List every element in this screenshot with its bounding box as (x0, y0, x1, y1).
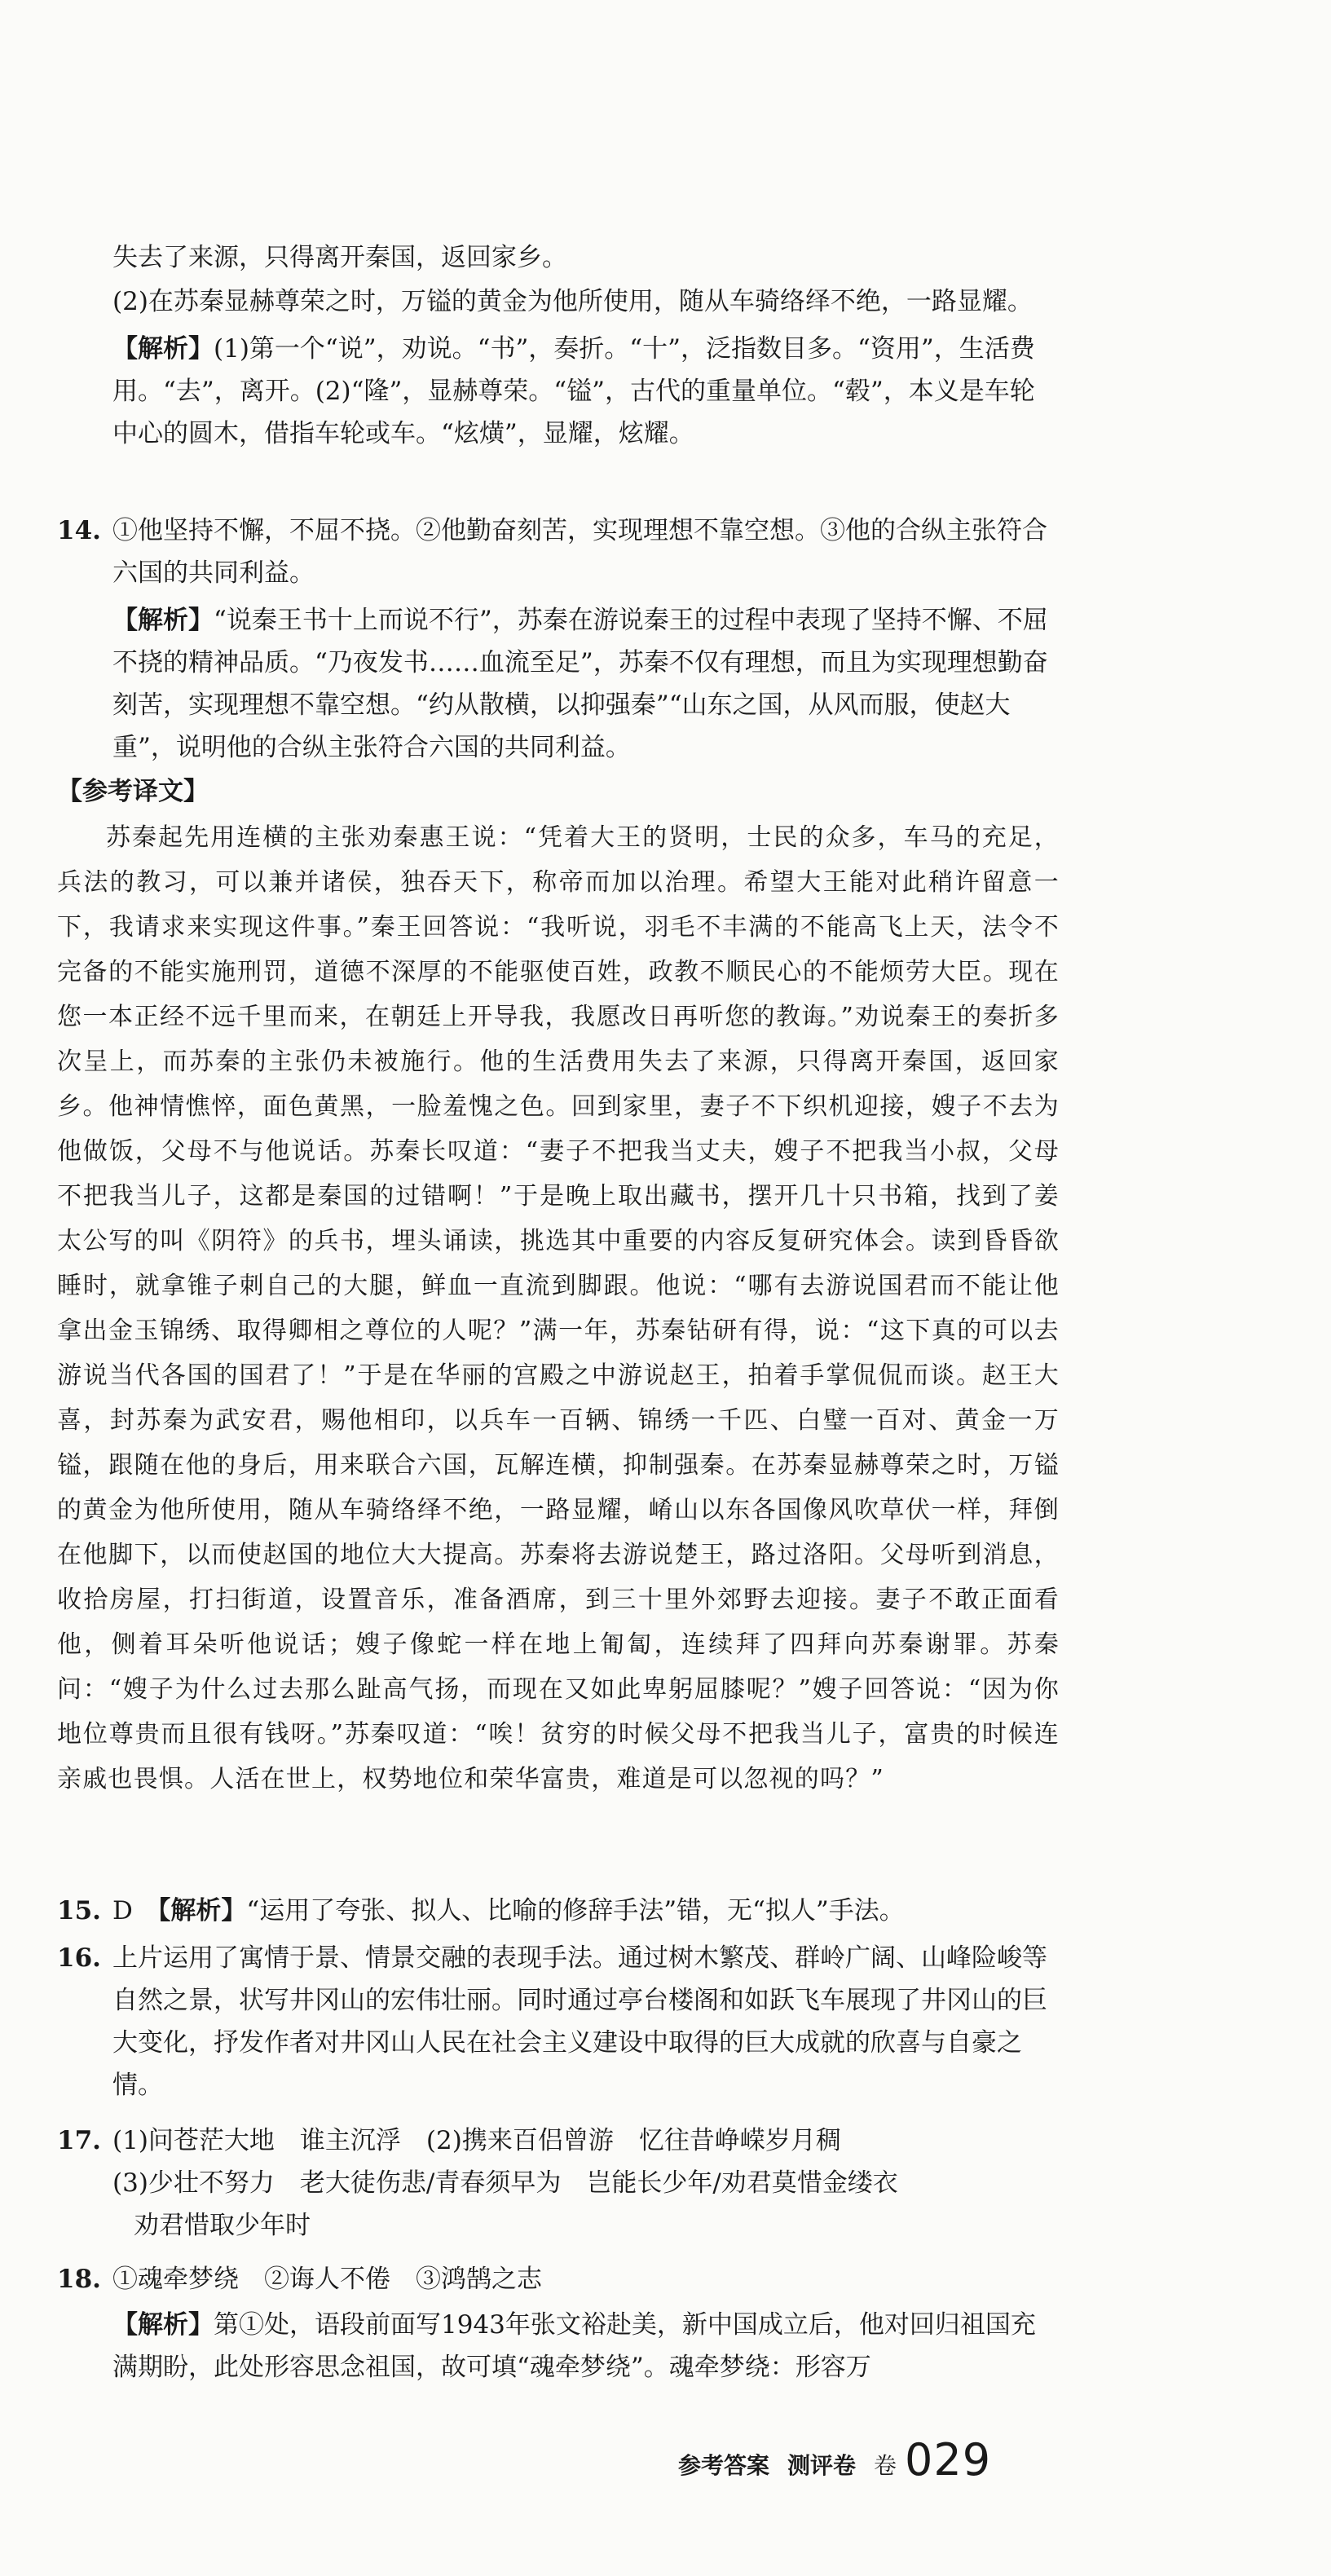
footer-label-answers: 参考答案 (678, 2452, 770, 2479)
question-number: 18. (57, 2265, 101, 2294)
line-text: (2)在苏秦显赫尊荣之时，万镒的黄金为他所使用，随从车骑络绎不绝，一路显耀。 (112, 287, 1033, 316)
answer-line: (3)少壮不努力 老大徒伤悲/青春须早为 岂能长少年/劝君莫惜金缕衣 (112, 2168, 898, 2198)
analysis-paragraph (112, 599, 1060, 769)
question-16 (112, 1937, 1060, 2106)
question-15 (112, 1890, 1060, 1932)
section-title: 【参考译文】 (57, 777, 209, 806)
answer-text: ①魂牵梦绕 ②诲人不倦 ③鸿鹄之志 (112, 2265, 542, 2294)
answer-text: 上片运用了寓情于景、情景交融的表现手法。通过树木繁茂、群岭广阔、山峰险峻等自然之景，状写井冈山的宏伟壮丽。同时通过亭台楼阁和如跃飞车展现了井冈山的巨大变化，抒发作者对井冈山人民在社会主义建设中取得的巨大成就的欣喜与自豪之情。 (112, 1943, 1047, 2100)
page-number: 029 (905, 2434, 992, 2486)
answer-line (112, 1890, 1060, 1932)
footer-label-volume: 卷 (874, 2452, 897, 2479)
translation-body (57, 815, 1060, 1802)
question-number: 17. (57, 2126, 101, 2155)
question-number: 16. (57, 1943, 101, 1973)
answer-text: ①他坚持不懈，不屈不挠。②他勤奋刻苦，实现理想不靠空想。③他的合纵主张符合六国的共同利益。 (112, 516, 1047, 588)
analysis-paragraph (112, 2304, 1060, 2389)
question-14 (112, 509, 1060, 769)
analysis-tag: 【解析】 (112, 2310, 214, 2340)
question-number: 15. (57, 1896, 101, 1925)
translation-section (57, 770, 1060, 813)
answer-line: 劝君惜取少年时 (134, 2211, 311, 2240)
line-text: 失去了来源，只得离开秦国，返回家乡。 (112, 243, 567, 272)
question-17 (112, 2119, 1060, 2247)
analysis-tag: 【解析】 (112, 606, 214, 635)
translation-text: 苏秦起先用连横的主张劝秦惠王说：“凭着大王的贤明，士民的众多，车马的充足，兵法的教习，可以兼并诸侯，独吞天下，称帝而加以治理。希望大王能对此稍许留意一下，我请求来实现这件事。”秦王回答说：“我听说，羽毛不丰满的不能高飞上天，法令不完备的不能实施刑罚，道德不深厚的不能驱使百姓，政教不顺民心的不能烦劳大臣。现在您一本正经不远千里而来，在朝廷上开导我，我愿改日再听您的教诲。”劝说秦王的奏折多次呈上，而苏秦的主张仍未被施行。他的生活费用失去了来源，只得离开秦国，返回家乡。他神情憔悴，面色黄黑，一脸羞愧之色。回到家里，妻子不下织机迎接，嫂子不去为他做饭，父母不与他说话。苏秦长叹道：“妻子不把我当丈夫，嫂子不把我当小叔，父母不把我当儿子，这都是秦国的过错啊！”于是晚上取出藏书，摆开几十只书箱，找到了姜太公写的叫《阴符》的兵书，埋头诵读，挑选其中重要的内容反复研究体会。读到昏昏欲睡时，就拿锥子刺自己的大腿，鲜血一直流到脚跟。他说：“哪有去游说国君而不能让他拿出金玉锦绣、取得卿相之尊位的人呢？”满一年，苏秦钻研有得，说：“这下真的可以去游说当代各国的国君了！”于是在华丽的宫殿之中游说赵王，拍着手掌侃侃而谈。赵王大喜，封苏秦为武安君，赐他相印，以兵车一百辆、锦绣一千匹、白璧一百对、黄金一万镒，跟随在他的身后，用来联合六国，瓦解连横，抑制强秦。在苏秦显赫尊荣之时，万镒的黄金为他所使用，随从车骑络绎不绝，一路显耀，崤山以东各国像风吹草伏一样，拜倒在他脚下，以而使赵国的地位大大提高。苏秦将去游说楚王，路过洛阳。父母听到消息，收拾房屋，打扫街道，设置音乐，准备酒席，到三十里外郊野去迎接。妻子不敢正面看他，侧着耳朵听他说话；嫂子像蛇一样在地上匍匐，连续拜了四拜向苏秦谢罪。苏秦问：“嫂子为什么过去那么趾高气扬，而现在又如此卑躬屈膝呢？”嫂子回答说：“因为你地位尊贵而且很有钱呀。”苏秦叹道：“唉！贫穷的时候父母不把我当儿子，富贵的时候连亲戚也畏惧。人活在世上，权势地位和荣华富贵，难道是可以忽视的吗？” (57, 823, 1060, 1793)
continued-answer-13 (112, 236, 1060, 455)
footer-label-test: 测评卷 (787, 2452, 857, 2479)
analysis-paragraph (112, 328, 1060, 455)
question-number: 14. (57, 516, 101, 545)
answer-choice: D (112, 1896, 133, 1925)
analysis-tag: 【解析】 (112, 334, 214, 364)
analysis-text: (1)第一个“说”，劝说。“书”，奏折。“十”，泛指数目多。“资用”，生活费用。“去”，离开。(2)“隆”，显赫尊荣。“镒”，古代的重量单位。“毂”，本义是车轮中心的圆木，借指车轮或车。“炫熿”，显耀，炫耀。 (112, 334, 1035, 448)
analysis-text: “说秦王书十上而说不行”，苏秦在游说秦王的过程中表现了坚持不懈、不屈不挠的精神品质。“乃夜发书……血流至足”，苏秦不仅有理想，而且为实现理想勤奋刻苦，实现理想不靠空想。“约从散横，以抑强秦”“山东之国，从风而服，使赵大重”，说明他的合纵主张符合六国的共同利益。 (112, 606, 1048, 762)
analysis-tag: 【解析】 (157, 1896, 247, 1925)
answer-line: (1)问苍茫大地 谁主沉浮 (2)携来百侣曾游 忆往昔峥嵘岁月稠 (112, 2126, 841, 2155)
question-18 (112, 2258, 1060, 2389)
page-footer (678, 2433, 992, 2486)
analysis-text: “运用了夸张、拟人、比喻的修辞手法”错，无“拟人”手法。 (246, 1896, 905, 1925)
analysis-text: 第①处，语段前面写1943年张文裕赴美，新中国成立后，他对回归祖国充满期盼，此处形容思念祖国，故可填“魂牵梦绕”。魂牵梦绕：形容万 (112, 2310, 1036, 2382)
